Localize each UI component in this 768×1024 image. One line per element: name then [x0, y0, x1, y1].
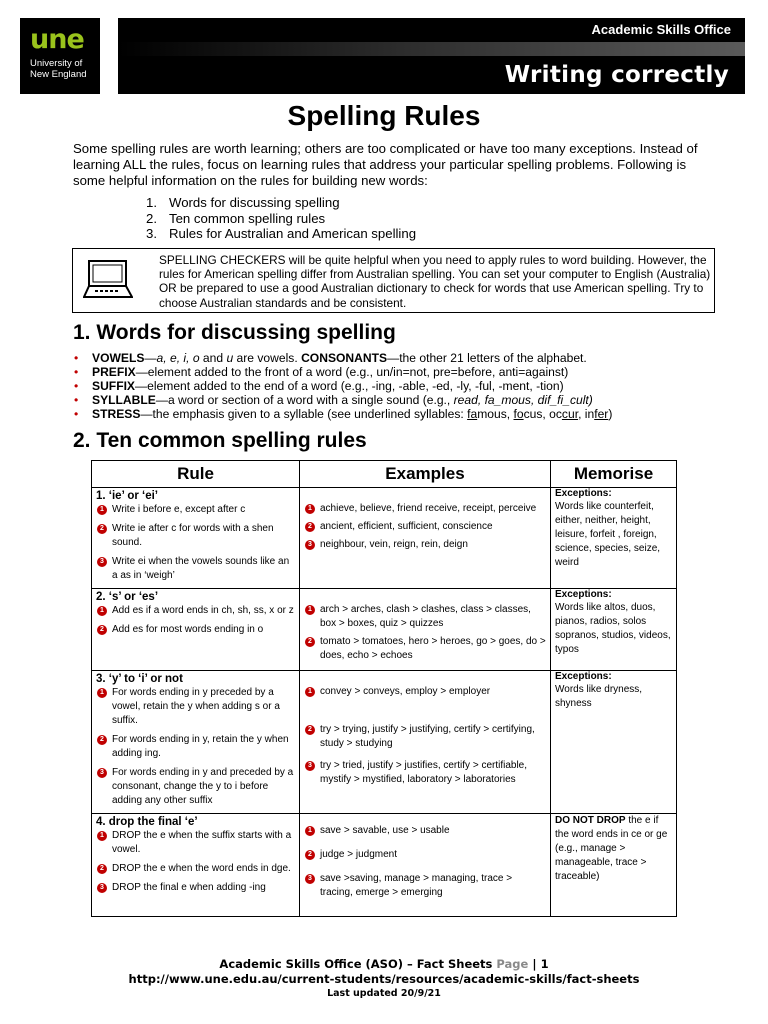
example-item: 1 convey > conveys, employ > employer	[304, 685, 546, 699]
memorise-cell: Exceptions: Words like counterfeit, either, neither, height, leisure, forfeit , foreign, science, species, seize, weird	[551, 488, 677, 589]
section1-heading: 1. Words for discussing spelling	[73, 321, 396, 344]
rule-item: 2 DROP the e when the word ends in dge.	[96, 862, 295, 876]
example-item: 3 save >saving, manage > managing, trace > tracing, emerge > emerging	[304, 872, 546, 900]
laptop-icon	[83, 259, 133, 301]
rule-title: 3. ‘y’ to ‘i’ or not	[96, 673, 183, 685]
def-stress: • STRESS—the emphasis given to a syllable (see underlined syllables: famous, focus, occur, infer)	[73, 407, 713, 421]
example-item: 3 neighbour, vein, reign, rein, deign	[304, 538, 546, 552]
col-memorise-header: Memorise	[551, 461, 677, 488]
example-item: 2 tomato > tomatoes, hero > heroes, go > goes, do > does, echo > echoes	[304, 635, 546, 663]
une-logo	[20, 18, 100, 94]
office-name: Academic Skills Office	[591, 22, 731, 37]
table-row	[92, 589, 677, 671]
rule-item: 1 For words ending in y preceded by a vowel, retain the y when adding s or a suffix.	[96, 686, 295, 728]
toc-item: 2. Ten common spelling rules	[146, 210, 326, 226]
example-item: 2 judge > judgment	[304, 848, 546, 862]
memorise-cell: Exceptions: Words like dryness, shyness	[551, 671, 677, 814]
rule-title: 4. drop the final ‘e’	[96, 816, 198, 828]
def-prefix: • PREFIX—element added to the front of a word (e.g., un/in=not, pre=before, anti=against)	[73, 365, 713, 379]
logo-text: une	[30, 24, 84, 55]
rule-item: 3 DROP the final e when adding -ing	[96, 881, 295, 895]
examples-cell	[300, 589, 551, 671]
definitions-list	[73, 351, 713, 421]
def-syllable: • SYLLABLE—a word or section of a word with a single sound (e.g., read, fa_mous, dif_fi_cult)	[73, 393, 713, 407]
col-examples-header: Examples	[300, 461, 551, 488]
rule-item: 2 Add es for most words ending in o	[96, 623, 295, 637]
def-vowels: • VOWELS—a, e, i, o and u are vowels. CONSONANTS—the other 21 letters of the alphabet.	[73, 351, 713, 365]
spelling-checker-text: SPELLING CHECKERS will be quite helpful when you need to apply rules to word building. However, the rules for American spelling differ from Australian spelling. You can set your computer to English (Australia) OR be prepared to use a good Australian dictionary to check for words that use American spelling. Try to choose Australian standards and be consistent.	[159, 253, 711, 310]
table-of-contents	[146, 195, 416, 242]
col-rule-header: Rule	[92, 461, 300, 488]
rule-item: 1 DROP the e when the suffix starts with a vowel.	[96, 829, 295, 857]
spelling-checker-box	[72, 248, 715, 313]
rule-title: 1. ‘ie’ or ‘ei’	[96, 490, 159, 502]
example-item: 2 try > trying, justify > justifying, certify > certifying, study > studying	[304, 723, 546, 751]
table-row	[92, 488, 677, 589]
rule-cell	[92, 589, 300, 671]
examples-cell	[300, 814, 551, 917]
intro-paragraph: Some spelling rules are worth learning; others are too complicated or have too many exceptions. Instead of learning ALL the rules, focus on learning rules that address your particular spelling problems. Following is some helpful information on the rules for building new words:	[73, 141, 698, 188]
rule-cell	[92, 814, 300, 917]
section2-heading: 2. Ten common spelling rules	[73, 429, 367, 452]
example-item: 1 save > savable, use > usable	[304, 824, 546, 838]
memorise-cell: Exceptions: Words like altos, duos, pianos, radios, solos sopranos, studios, videos, typos	[551, 589, 677, 671]
page-title: Spelling Rules	[287, 100, 481, 131]
logo-subtitle: University of New England	[30, 58, 87, 80]
header-banner	[118, 18, 745, 94]
table-row	[92, 814, 677, 917]
rule-cell	[92, 671, 300, 814]
footer-updated: Last updated 20/9/21	[327, 988, 441, 999]
table-header-row	[92, 461, 677, 488]
rule-item: 2 Write ie after c for words with a shen sound.	[96, 522, 295, 550]
footer-line: Academic Skills Office (ASO) – Fact Sheets Page | 1	[219, 957, 549, 971]
rule-item: 3 For words ending in y and preceded by a consonant, change the y to i before adding any other suffix	[96, 766, 295, 808]
banner-stripe	[118, 42, 745, 56]
memorise-cell: DO NOT DROP the e if the word ends in ce or ge (e.g., manage > manageable, trace > traceable)	[551, 814, 677, 917]
example-item: 1 arch > arches, clash > clashes, class > classes, box > boxes, quiz > quizzes	[304, 603, 546, 631]
rule-item: 1 Add es if a word ends in ch, sh, ss, x or z	[96, 604, 295, 618]
examples-cell	[300, 671, 551, 814]
table-row	[92, 671, 677, 814]
series-title: Writing correctly	[504, 62, 729, 88]
toc-item: 1. Words for discussing spelling	[146, 195, 340, 210]
examples-cell	[300, 488, 551, 589]
rule-title: 2. ‘s’ or ‘es’	[96, 591, 159, 603]
example-item: 2 ancient, efficient, sufficient, conscience	[304, 520, 546, 534]
toc-item: 3. Rules for Australian and American spelling	[146, 226, 417, 242]
example-item: 3 try > tried, justify > justifies, certify > certifiable, mystify > mystified, laboratory > laboratories	[304, 759, 546, 787]
example-item: 1 achieve, believe, friend receive, receipt, perceive	[304, 502, 546, 516]
rule-item: 2 For words ending in y, retain the y when adding ing.	[96, 733, 295, 761]
spelling-rules-table	[91, 460, 677, 917]
rule-item: 1 Write i before e, except after c	[96, 503, 295, 517]
rule-cell	[92, 488, 300, 589]
rule-item: 3 Write ei when the vowels sounds like an a as in ‘weigh’	[96, 555, 295, 583]
footer-url[interactable]: http://www.une.edu.au/current-students/resources/academic-skills/fact-sheets	[128, 972, 640, 986]
def-suffix: • SUFFIX—element added to the end of a word (e.g., -ing, -able, -ed, -ly, -ful, -ment, -tion)	[73, 379, 713, 393]
